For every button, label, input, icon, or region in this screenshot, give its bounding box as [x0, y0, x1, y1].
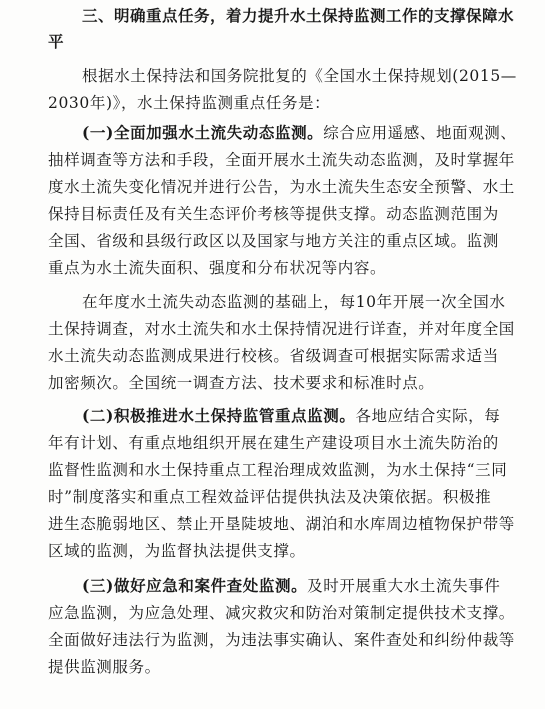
item1-line1-rest: 综合应用遥感、地面观测、: [323, 124, 517, 142]
item2-title: (二)积极推进水土保持监管重点监测。: [82, 406, 356, 425]
item2-line-2: 年有计划、有重点地组织开展在建生产建设项目水土流失防治的: [48, 434, 499, 452]
item1-line-1: [82, 123, 516, 143]
para2-line-1: 在年度水土流失动态监测的基础上，每10年开展一次全国水: [82, 293, 506, 311]
para2-line-3: 水土流失动态监测成果进行校核。省级调查可根据实际需求适当: [48, 347, 499, 365]
item3-line-3: 全面做好违法行为监测，为违法事实确认、案件查处和纠纷仲裁等: [48, 631, 515, 649]
para2-line-4: 加密频次。全国统一调查方法、技术要求和标准时点。: [48, 374, 435, 392]
item1-line-5: 全国、省级和县级行政区以及国家与地方关注的重点区域。监测: [48, 232, 499, 250]
item1-title: (一)全面加强水土流失动态监测。: [82, 123, 324, 142]
item3-title: (三)做好应急和案件查处监测。: [82, 576, 308, 595]
item3-line1-rest: 及时开展重大水土流失事件: [307, 577, 501, 595]
item2-line1-rest: 各地应结合实际，每: [355, 407, 501, 425]
section-heading-line-2: 平: [48, 33, 65, 51]
intro-line-2: 2030年)》，水土保持监测重点任务是：: [48, 94, 331, 112]
item1-line-2: 抽样调查等方法和手段，全面开展水土流失动态监测，及时掌握年: [48, 151, 515, 169]
item2-line-4: 时”制度落实和重点工程效益评估提供执法及决策依据。积极推: [48, 488, 492, 506]
item1-line-6: 重点为水土流失面积、强度和分布状况等内容。: [48, 259, 387, 277]
item1-line-4: 保持目标责任及有关生态评价考核等提供支撑。动态监测范围为: [48, 205, 499, 223]
item3-line-2: 应急监测，为应急处理、减灾救灾和防治对策制定提供技术支撑。: [48, 604, 515, 622]
item2-line-5: 进生态脆弱地区、禁止开垦陡坡地、湖泊和水库周边植物保护带等: [48, 515, 515, 533]
item2-line-6: 区域的监测，为监督执法提供支撑。: [48, 542, 306, 560]
item2-line-1: [82, 406, 500, 426]
para2-line-2: 土保持调查，对水土流失和水土保持情况进行详查，并对年度全国: [48, 320, 515, 338]
item1-line-3: 度水土流失变化情况并进行公告，为水土流失生态安全预警、水土: [48, 178, 515, 196]
intro-line-1: 根据水土保持法和国务院批复的《全国水土保持规划(2015—: [82, 67, 517, 85]
item3-line-1: [82, 576, 500, 596]
item3-line-4: 提供监测服务。: [48, 658, 161, 676]
section-heading-line-1: 三、明确重点任务，着力提升水土保持监测工作的支撑保障水: [82, 7, 515, 25]
item2-line-3: 监督性监测和水土保持重点工程治理成效监测，为水土保持“三同: [48, 461, 508, 479]
